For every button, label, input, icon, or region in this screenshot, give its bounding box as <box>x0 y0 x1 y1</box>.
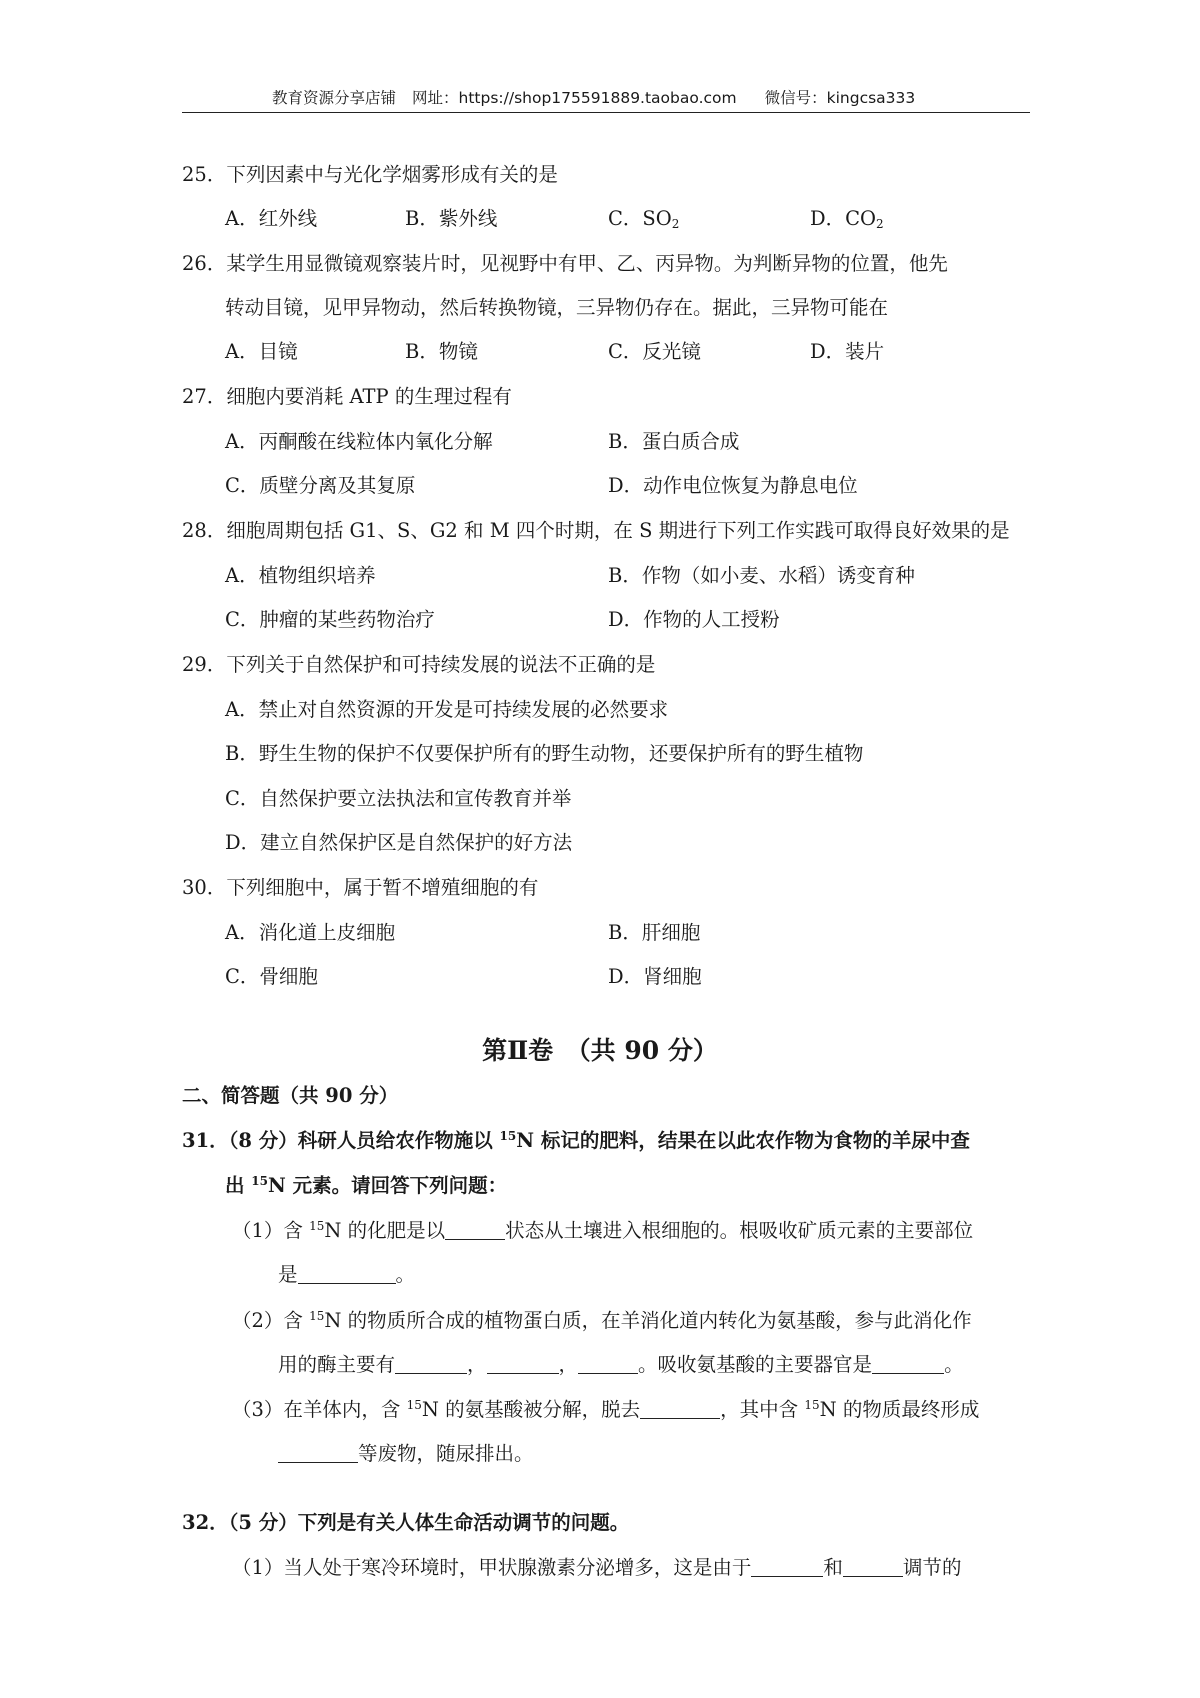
q25-option-d: D．$CO_2$ <box>810 207 884 231</box>
q31-sub2-line1: （2）含 $^{15}$N 的物质所合成的植物蛋白质，在羊消化道内转化为氨基酸，参与此消化作 <box>232 1309 972 1332</box>
q28-option-d: D．作物的人工授粉 <box>608 608 780 631</box>
q25-option-b: B．紫外线 <box>405 207 498 230</box>
q31-line2: 出 $^{15}$N 元素。请回答下列问题： <box>225 1174 508 1197</box>
q31-sub1-line1: （1）含 $^{15}$N 的化肥是以 状态从土壤进入根细胞的。根吸收矿质元素的主要部位 <box>232 1219 974 1242</box>
q25-option-c: C．$SO_2$ <box>608 207 680 231</box>
q29-option-c: C．自然保护要立法执法和宣传教育并举 <box>225 787 572 810</box>
q27-option-a: A．丙酮酸在线粒体内氧化分解 <box>225 430 493 453</box>
answer-blank[interactable] <box>445 1219 505 1240</box>
q26-line1: 26．某学生用显微镜观察装片时，见视野中有甲、乙、丙异物。为判断异物的位置，他先 <box>182 252 948 275</box>
q31-sub3-line2: 等废物，随尿排出。 <box>278 1441 534 1467</box>
q30-stem: 30．下列细胞中，属于暂不增殖细胞的有 <box>182 876 539 899</box>
q26-option-b: B．物镜 <box>405 340 478 363</box>
q28-option-c: C．肿瘤的某些药物治疗 <box>225 608 435 631</box>
q31-line1: 31．（8 分）科研人员给农作物施以 $^{15}$N 标记的肥料，结果在以此农作物为食物的羊尿中查 <box>182 1129 970 1152</box>
q27-option-d: D．动作电位恢复为静息电位 <box>608 474 858 497</box>
q26-option-a: A．目镜 <box>225 340 298 363</box>
header-url[interactable]: 网址：https://shop175591889.taobao.com <box>412 89 737 107</box>
part2-title: 第Ⅱ卷 （共 90 分） <box>482 1036 718 1065</box>
q29-option-a: A．禁止对自然资源的开发是可持续发展的必然要求 <box>225 698 669 721</box>
answer-blank[interactable] <box>278 1442 358 1463</box>
answer-blank[interactable] <box>395 1353 467 1374</box>
q27-stem: 27．细胞内要消耗 ATP 的生理过程有 <box>182 385 512 408</box>
section-heading: 二、简答题（共 90 分） <box>182 1084 399 1107</box>
q30-option-c: C．骨细胞 <box>225 965 318 988</box>
q25-option-a: A．红外线 <box>225 207 318 230</box>
q29-option-b: B．野生生物的保护不仅要保护所有的野生动物，还要保护所有的野生植物 <box>225 742 864 765</box>
answer-blank[interactable] <box>872 1353 944 1374</box>
q26-option-d: D．装片 <box>810 340 885 363</box>
answer-blank[interactable] <box>640 1398 720 1419</box>
header-shop: 教育资源分享店铺 <box>272 89 397 107</box>
q30-option-d: D．肾细胞 <box>608 965 702 988</box>
q27-option-c: C．质壁分离及其复原 <box>225 474 416 497</box>
q31-sub2-line2: 用的酶主要有 ， ， 。吸收氨基酸的主要器官是 。 <box>278 1353 964 1376</box>
answer-blank[interactable] <box>298 1263 396 1284</box>
q29-option-d: D．建立自然保护区是自然保护的好方法 <box>225 831 573 854</box>
q31-sub1-line2: 是 。 <box>278 1263 416 1286</box>
q26-line2: 转动目镜，见甲异物动，然后转换物镜，三异物仍存在。据此，三异物可能在 <box>225 296 889 319</box>
answer-blank[interactable] <box>751 1556 823 1577</box>
q28-option-b: B．作物（如小麦、水稻）诱变育种 <box>608 564 915 587</box>
page-header <box>182 86 1030 113</box>
answer-blank[interactable] <box>578 1353 638 1374</box>
q29-stem: 29．下列关于自然保护和可持续发展的说法不正确的是 <box>182 653 656 676</box>
header-text <box>272 86 915 108</box>
answer-blank[interactable] <box>843 1556 903 1577</box>
q31-sub3-line1: （3）在羊体内，含 $^{15}$N 的氨基酸被分解，脱去 ，其中含 $^{15}$N 的物质最终形成 <box>232 1398 980 1421</box>
header-wechat: 微信号：kingcsa333 <box>764 89 916 107</box>
q27-option-b: B．蛋白质合成 <box>608 430 740 453</box>
q32-stem: 32．（5 分）下列是有关人体生命活动调节的问题。 <box>182 1511 630 1534</box>
q28-stem: 28．细胞周期包括 G1、S、G2 和 M 四个时期，在 S 期进行下列工作实践可取得良好效果的是 <box>182 519 1010 542</box>
q28-option-a: A．植物组织培养 <box>225 564 376 587</box>
q26-option-c: C．反光镜 <box>608 340 701 363</box>
q32-sub1-line1: （1）当人处于寒冷环境时，甲状腺激素分泌增多，这是由于 和 调节的 <box>232 1556 962 1579</box>
q30-option-b: B．肝细胞 <box>608 921 701 944</box>
answer-blank[interactable] <box>487 1353 559 1374</box>
q25-stem: 25．下列因素中与光化学烟雾形成有关的是 <box>182 163 558 186</box>
q30-option-a: A．消化道上皮细胞 <box>225 921 396 944</box>
